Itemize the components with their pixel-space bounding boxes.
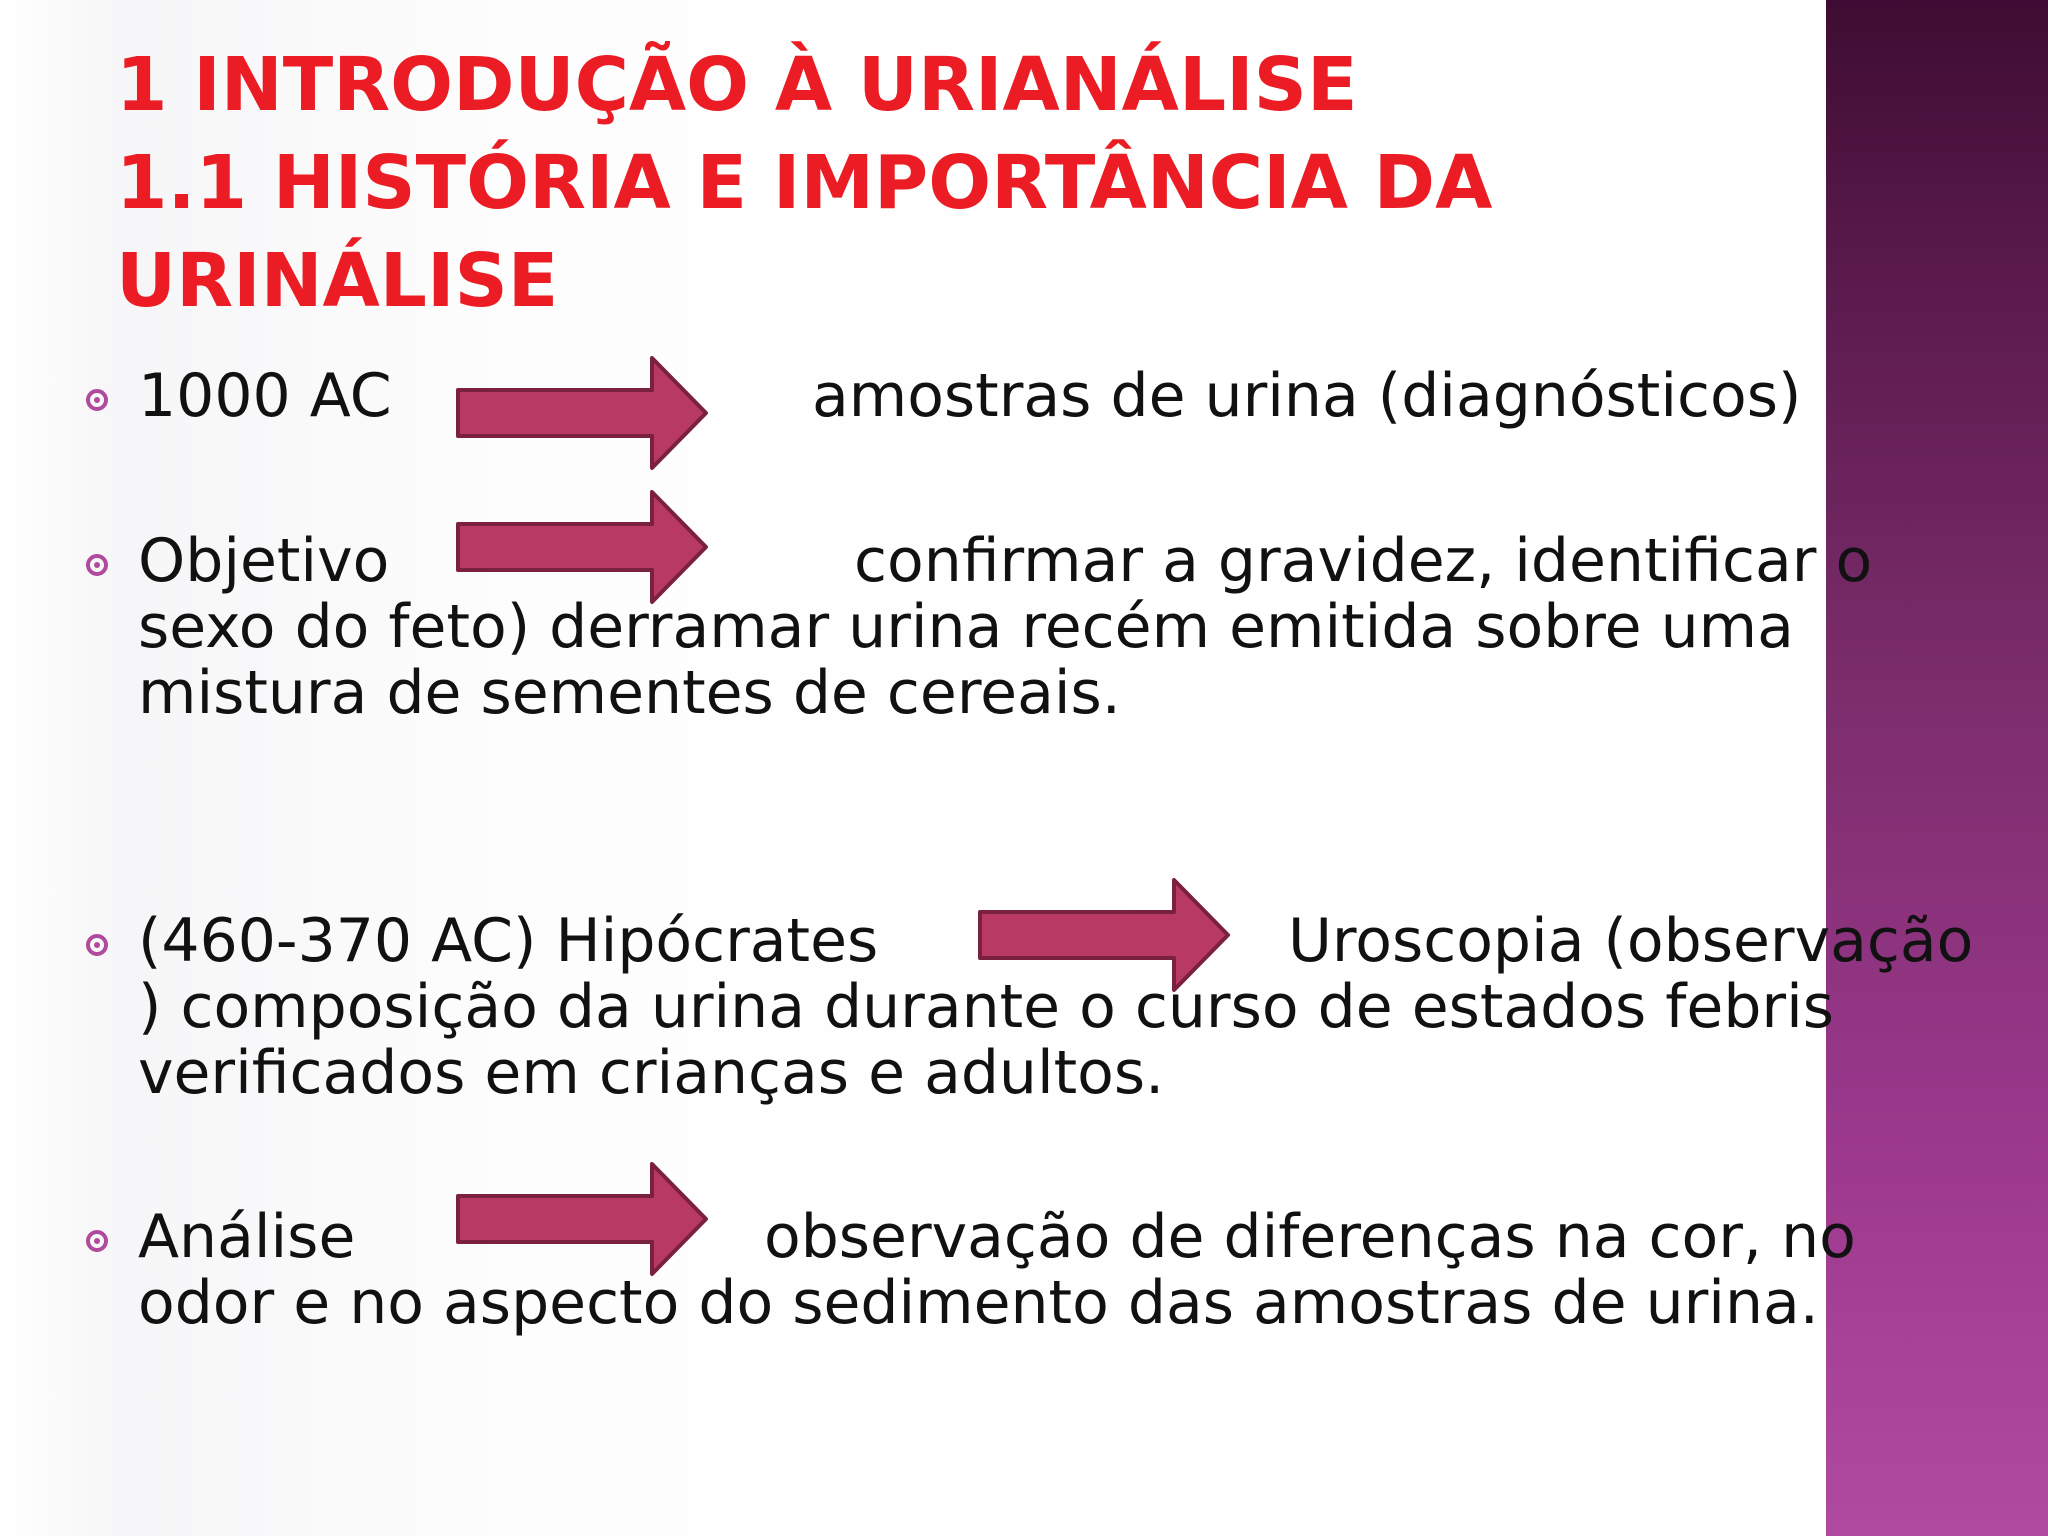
bullet-continuation-line: ) composição da urina durante o curso de estados febris xyxy=(138,972,1835,1042)
bullet-icon xyxy=(86,934,108,956)
bullet-target-text: Uroscopia (observação xyxy=(1288,906,1974,976)
right-arrow-icon xyxy=(456,354,710,472)
bullet-continuation-line: verificados em crianças e adultos. xyxy=(138,1038,1165,1108)
bullet-icon xyxy=(86,389,108,411)
title-line-2: 1.1 HISTÓRIA E IMPORTÂNCIA DA xyxy=(116,140,1493,226)
bullet-label: 1000 AC xyxy=(138,361,392,431)
bullet-target-text: amostras de urina (diagnósticos) xyxy=(812,361,1802,431)
bullet-icon xyxy=(86,1230,108,1252)
bullet-label: Análise xyxy=(138,1202,356,1272)
bullet-continuation-line: mistura de sementes de cereais. xyxy=(138,658,1121,728)
decorative-side-band xyxy=(1826,0,2048,1536)
slide-title xyxy=(116,36,1616,330)
bullet-continuation-line: sexo do feto) derramar urina recém emitida sobre uma xyxy=(138,592,1794,662)
right-arrow-icon xyxy=(456,488,710,606)
bullet-target-text: confirmar a gravidez, identificar o xyxy=(854,526,1873,596)
title-line-3: URINÁLISE xyxy=(116,238,559,324)
bullet-label: Objetivo xyxy=(138,526,390,596)
right-arrow-icon xyxy=(456,1160,710,1278)
bullet-label: (460-370 AC) Hipócrates xyxy=(138,906,879,976)
title-line-1: 1 INTRODUÇÃO À URIANÁLISE xyxy=(116,42,1358,128)
bullet-icon xyxy=(86,554,108,576)
bullet-target-text: observação de diferenças na cor, no xyxy=(764,1202,1856,1272)
bullet-continuation-line: odor e no aspecto do sedimento das amostras de urina. xyxy=(138,1268,1819,1338)
